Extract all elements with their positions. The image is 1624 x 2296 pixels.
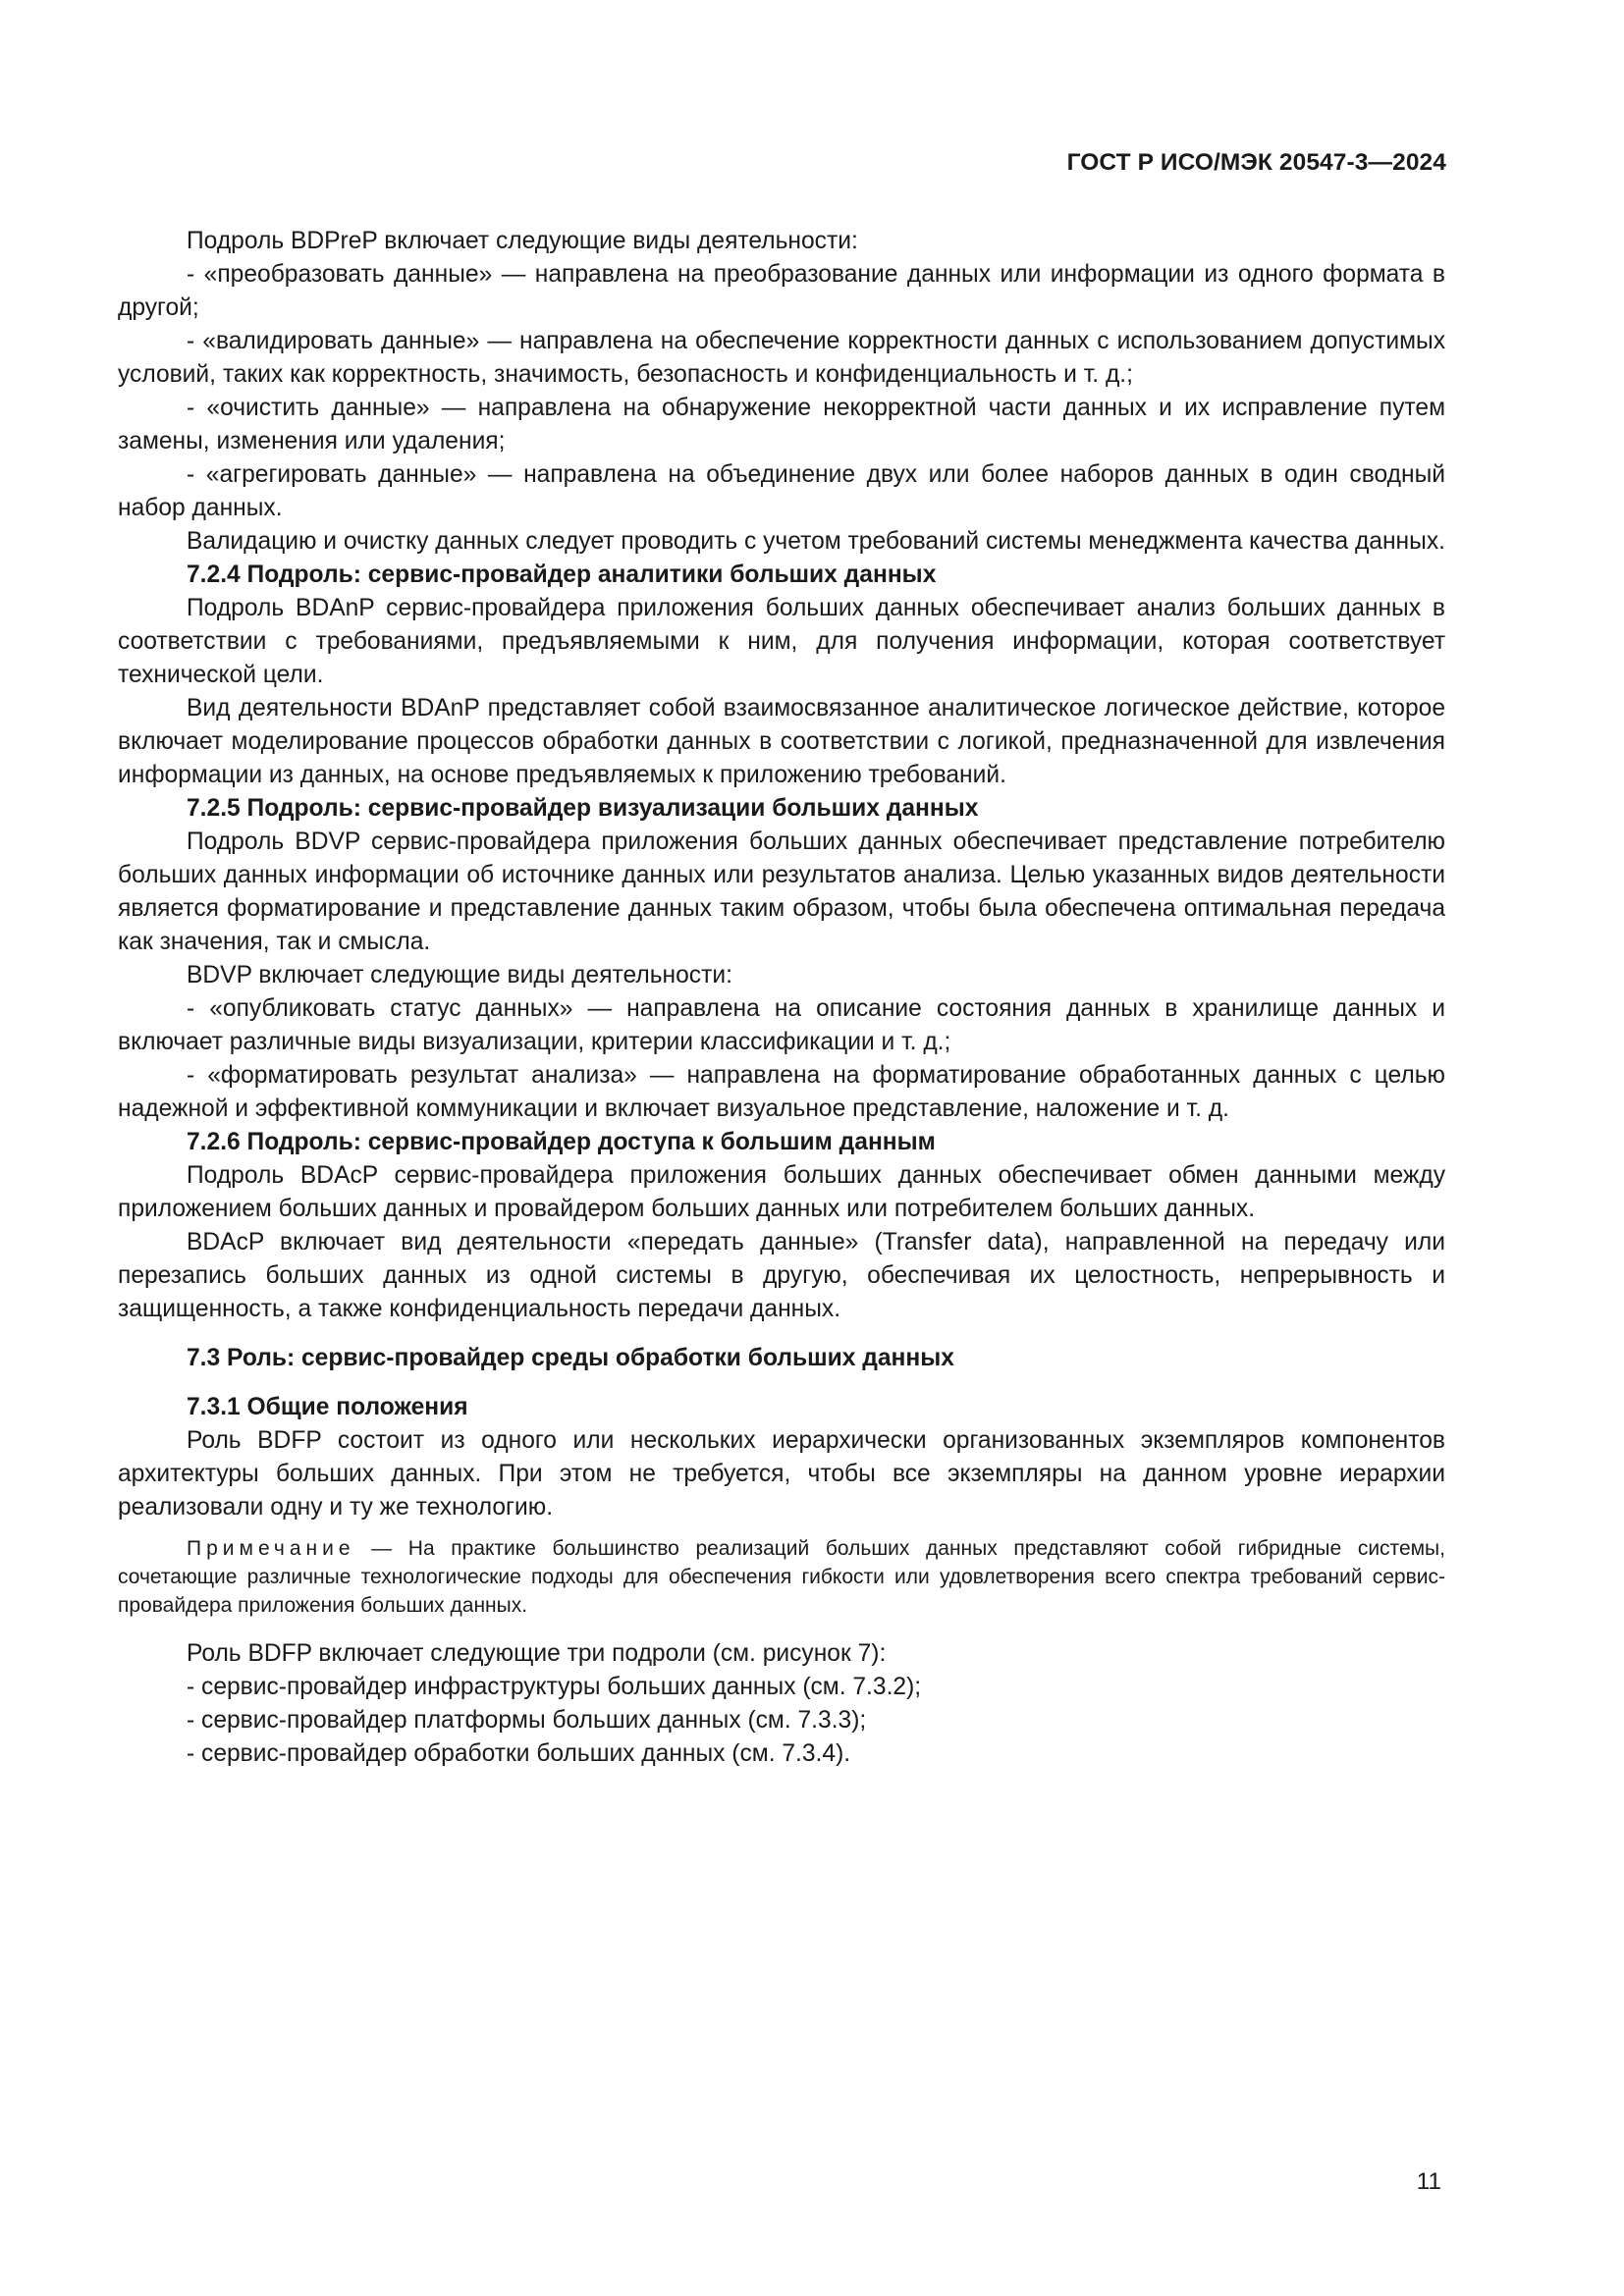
paragraph: Вид деятельности BDAnP представляет собой взаимосвязанное аналитическое логическое действие, которое включает моделирование процессов обработки данных в соответствии с логикой, предназначенной для извлечения информации из данных, на основе предъявляемых к приложению требований. — [118, 695, 1445, 788]
note-text: — На практике большинство реализаций больших данных представляют собой гибридные системы, сочетающие различные технологические подходы для обеспечения гибкости или удовлетворения всего спектра требований сервис-провайдера приложения больших данных. — [118, 1537, 1445, 1617]
list-item: - сервис-провайдер обработки больших данных (см. 7.3.4). — [187, 1740, 851, 1767]
section-heading-7-2-4: 7.2.4 Подроль: сервис-провайдер аналитики больших данных — [187, 561, 937, 588]
paragraph: Валидацию и очистку данных следует проводить с учетом требований системы менеджмента качества данных. — [187, 528, 1445, 555]
paragraph: Роль BDFP включает следующие три подроли (см. рисунок 7): — [187, 1640, 887, 1667]
paragraph: Подроль BDAcP сервис-провайдера приложения больших данных обеспечивает обмен данными между приложением больших данных и провайдером больших данных или потребителем больших данных. — [118, 1162, 1445, 1222]
document-header: ГОСТ Р ИСО/МЭК 20547-3—2024 — [1066, 149, 1446, 176]
list-item: - «валидировать данные» — направлена на обеспечение корректности данных с использованием допустимых условий, таких как корректность, значимость, безопасность и конфиденциальность и т. д.; — [118, 328, 1445, 388]
note — [118, 1534, 1445, 1620]
list-item: - «форматировать результат анализа» — направлена на форматирование обработанных данных с целью надежной и эффективной коммуникации и включает визуальное представление, наложение и т. д. — [118, 1062, 1445, 1122]
paragraph: Подроль BDVP сервис-провайдера приложения больших данных обеспечивает представление потребителю больших данных информации об источнике данных или результатов анализа. Целью указанных видов деятельности является форматирование и представление данных таким образом, чтобы была обеспечена оптимальная передача как значения, так и смысла. — [118, 828, 1445, 955]
paragraph: BDVP включает следующие виды деятельности: — [187, 962, 732, 988]
paragraph: BDAcP включает вид деятельности «передать данные» (Transfer data), направленной на передачу или перезапись больших данных из одной системы в другую, обеспечивая их целостность, непрерывность и защищенность, а также конфиденциальность передачи данных. — [118, 1229, 1445, 1322]
paragraph: Подроль BDAnP сервис-провайдера приложения больших данных обеспечивает анализ больших данных в соответствии с требованиями, предъявляемыми к ним, для получения информации, которая соответствует технической цели. — [118, 595, 1445, 688]
section-heading-7-2-5: 7.2.5 Подроль: сервис-провайдер визуализации больших данных — [187, 795, 979, 822]
note-label: Примечание — [187, 1537, 355, 1560]
list-item: - «очистить данные» — направлена на обнаружение некорректной части данных и их исправление путем замены, изменения или удаления; — [118, 395, 1445, 454]
page-number: 11 — [1416, 2168, 1441, 2195]
paragraph: Подроль BDPreP включает следующие виды деятельности: — [187, 228, 858, 254]
document-body — [118, 225, 1445, 1771]
list-item: - «агрегировать данные» — направлена на объединение двух или более наборов данных в один сводный набор данных. — [118, 461, 1445, 521]
list-item: - «опубликовать статус данных» — направлена на описание состояния данных в хранилище данных и включает различные виды визуализации, критерии классификации и т. д.; — [118, 995, 1445, 1055]
section-heading-7-2-6: 7.2.6 Подроль: сервис-провайдер доступа к большим данным — [187, 1129, 936, 1155]
section-heading-7-3: 7.3 Роль: сервис-провайдер среды обработки больших данных — [187, 1345, 954, 1371]
section-heading-7-3-1: 7.3.1 Общие положения — [187, 1394, 468, 1420]
paragraph: Роль BDFP состоит из одного или нескольких иерархически организованных экземпляров компонентов архитектуры больших данных. При этом не требуется, чтобы все экземпляры на данном уровне иерархии реализовали одну и ту же технологию. — [118, 1427, 1445, 1521]
list-item: - сервис-провайдер платформы больших данных (см. 7.3.3); — [187, 1707, 867, 1734]
list-item: - сервис-провайдер инфраструктуры больших данных (см. 7.3.2); — [187, 1674, 922, 1700]
list-item: - «преобразовать данные» — направлена на преобразование данных или информации из одного формата в другой; — [118, 261, 1445, 321]
